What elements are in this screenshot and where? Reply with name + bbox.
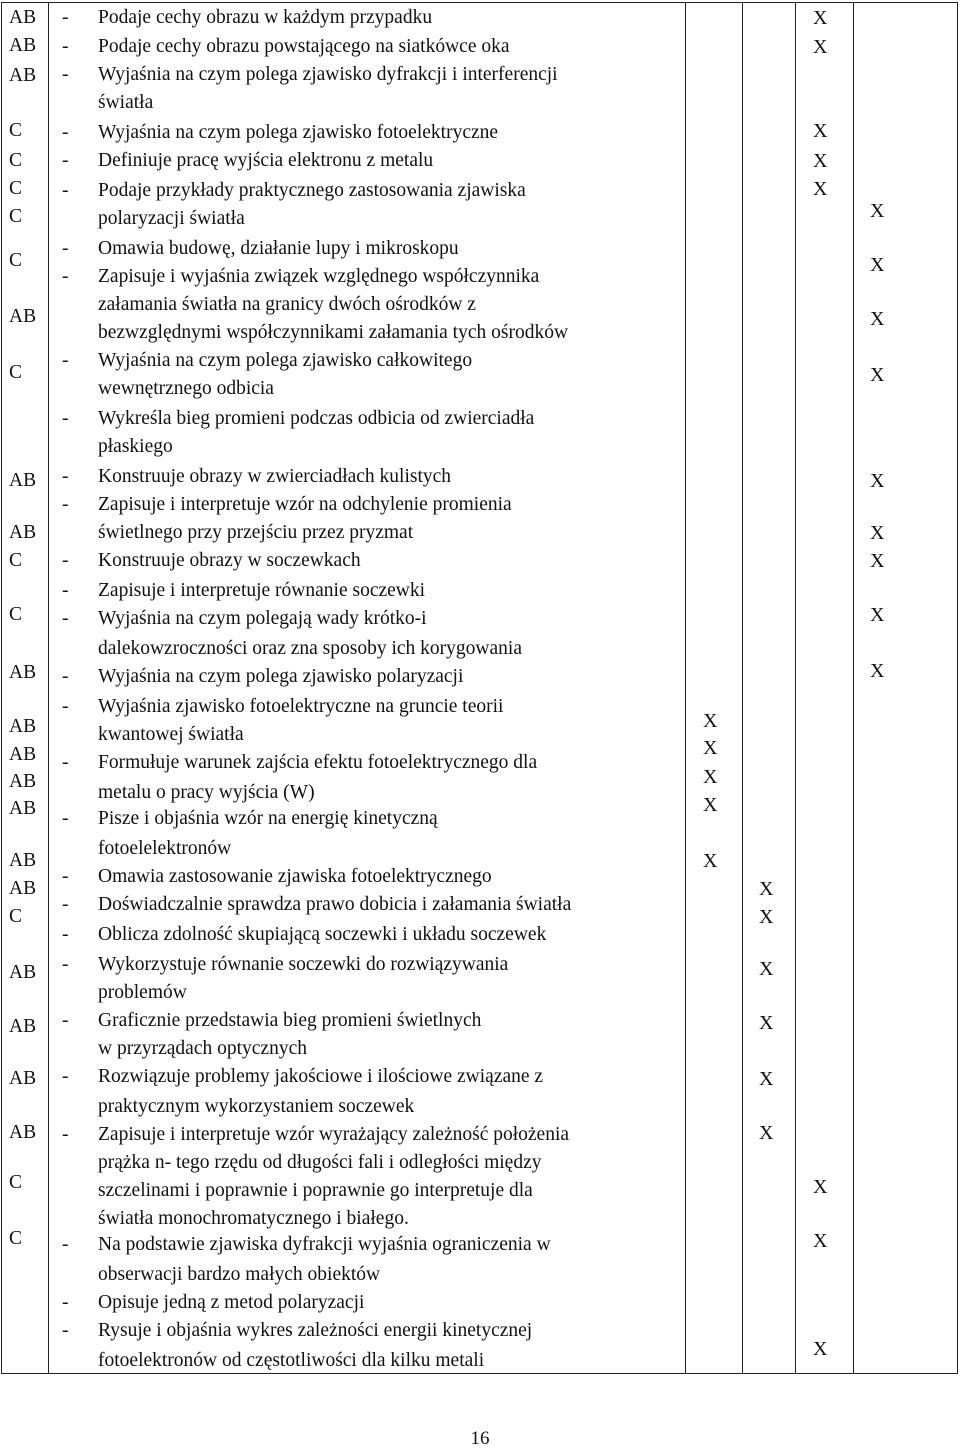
level-label: AB xyxy=(9,306,37,327)
mark-x: X xyxy=(759,1012,774,1034)
level-label: AB xyxy=(9,1068,37,1089)
level-label: AB xyxy=(9,7,37,28)
requirement-line: prążka n- tego rzędu od długości fali i odległości między xyxy=(98,1152,542,1173)
bullet-dash: - xyxy=(62,580,69,601)
level-label: AB xyxy=(9,850,37,871)
mark-x: X xyxy=(870,604,885,626)
mark-x: X xyxy=(759,878,774,900)
level-label: AB xyxy=(9,35,37,56)
requirement-line: Omawia zastosowanie zjawiska fotoelektrycznego xyxy=(98,866,492,887)
level-label: AB xyxy=(9,1016,37,1037)
requirement-line: Wykorzystuje równanie soczewki do rozwiązywania xyxy=(98,954,509,975)
requirement-line: Wyjaśnia na czym polega zjawisko dyfrakcji i interferencji xyxy=(98,64,558,85)
requirement-line: Konstruuje obrazy w zwierciadłach kulistych xyxy=(98,466,452,487)
requirement-line: Wyjaśnia na czym polega zjawisko fotoelektryczne xyxy=(98,122,499,143)
requirement-line: Podaje przykłady praktycznego zastosowania zjawiska xyxy=(98,180,526,201)
level-label: C xyxy=(9,550,23,571)
bullet-dash: - xyxy=(62,1010,69,1031)
bullet-dash: - xyxy=(62,1234,69,1255)
level-label: C xyxy=(9,604,23,625)
level-label: AB xyxy=(9,522,37,543)
bullet-dash: - xyxy=(62,494,69,515)
requirement-line: Formułuje warunek zajścia efektu fotoelektrycznego dla xyxy=(98,752,538,773)
level-label: AB xyxy=(9,470,37,491)
bullet-dash: - xyxy=(62,894,69,915)
requirement-line: praktycznym wykorzystaniem soczewek xyxy=(98,1096,415,1117)
mark-x: X xyxy=(703,850,718,872)
requirement-line: Rysuje i objaśnia wykres zależności energii kinetycznej xyxy=(98,1320,533,1341)
requirement-line: fotoelektronów od częstotliwości dla kilku metali xyxy=(98,1350,485,1371)
requirement-line: Podaje cechy obrazu powstającego na siatkówce oka xyxy=(98,36,510,57)
bullet-dash: - xyxy=(62,808,69,829)
bullet-dash: - xyxy=(62,666,69,687)
mark-x: X xyxy=(870,522,885,544)
level-label: C xyxy=(9,150,23,171)
bullet-dash: - xyxy=(62,7,69,28)
requirement-line: polaryzacji światła xyxy=(98,208,245,229)
mark-x: X xyxy=(870,470,885,492)
bullet-dash: - xyxy=(62,752,69,773)
requirement-line: Na podstawie zjawiska dyfrakcji wyjaśnia ograniczenia w xyxy=(98,1234,551,1255)
requirement-line: Zapisuje i interpretuje wzór na odchylenie promienia xyxy=(98,494,512,515)
mark-x: X xyxy=(759,1122,774,1144)
requirement-line: Podaje cechy obrazu w każdym przypadku xyxy=(98,7,433,28)
level-label: AB xyxy=(9,662,37,683)
mark-x: X xyxy=(703,766,718,788)
level-label: C xyxy=(9,1172,23,1193)
requirement-line: Omawia budowę, działanie lupy i mikroskopu xyxy=(98,238,459,259)
requirement-line: bezwzględnymi współczynnikami załamania tych ośrodków xyxy=(98,322,569,343)
mark-x: X xyxy=(813,178,828,200)
requirement-line: załamania światła na granicy dwóch ośrodków z xyxy=(98,294,476,315)
requirement-line: kwantowej światła xyxy=(98,724,244,745)
requirement-line: Doświadczalnie sprawdza prawo dobicia i załamania światła xyxy=(98,894,572,915)
mark-x: X xyxy=(813,1338,828,1360)
mark-x: X xyxy=(813,1176,828,1198)
requirement-line: Opisuje jedną z metod polaryzacji xyxy=(98,1292,365,1313)
requirement-line: Wyjaśnia na czym polega zjawisko polaryzacji xyxy=(98,666,464,687)
column-divider xyxy=(48,3,49,1373)
mark-x: X xyxy=(870,200,885,222)
level-label: AB xyxy=(9,962,37,983)
level-label: C xyxy=(9,120,23,141)
bullet-dash: - xyxy=(62,350,69,371)
requirement-line: Oblicza zdolność skupiającą soczewki i układu soczewek xyxy=(98,924,547,945)
mark-x: X xyxy=(870,308,885,330)
level-label: C xyxy=(9,906,23,927)
level-label: C xyxy=(9,362,23,383)
bullet-dash: - xyxy=(62,550,69,571)
requirement-line: Konstruuje obrazy w soczewkach xyxy=(98,550,361,571)
bullet-dash: - xyxy=(62,466,69,487)
level-label: AB xyxy=(9,1122,37,1143)
mark-x: X xyxy=(813,36,828,58)
requirement-line: szczelinami i poprawnie i poprawnie go interpretuje dla xyxy=(98,1180,533,1201)
requirement-line: Wyjaśnia na czym polegają wady krótko-i xyxy=(98,608,427,629)
bullet-dash: - xyxy=(62,180,69,201)
mark-x: X xyxy=(759,958,774,980)
requirement-line: świetlnego przy przejściu przez pryzmat xyxy=(98,522,414,543)
mark-x: X xyxy=(813,7,828,29)
requirement-line: Zapisuje i interpretuje równanie soczewki xyxy=(98,580,426,601)
column-divider xyxy=(795,3,796,1373)
requirement-line: Zapisuje i interpretuje wzór wyrażający zależność położenia xyxy=(98,1124,570,1145)
level-label: AB xyxy=(9,771,37,792)
requirement-line: światła monochromatycznego i białego. xyxy=(98,1208,409,1229)
mark-x: X xyxy=(703,794,718,816)
column-divider xyxy=(853,3,854,1373)
requirement-line: wewnętrznego odbicia xyxy=(98,378,274,399)
requirement-line: Rozwiązuje problemy jakościowe i ilościowe związane z xyxy=(98,1066,544,1087)
requirement-line: w przyrządach optycznych xyxy=(98,1038,307,1059)
bullet-dash: - xyxy=(62,238,69,259)
level-label: C xyxy=(9,250,23,271)
requirement-line: fotoelelektronów xyxy=(98,838,232,859)
mark-x: X xyxy=(870,550,885,572)
page-number: 16 xyxy=(470,1428,490,1449)
mark-x: X xyxy=(870,254,885,276)
requirement-line: Wyjaśnia na czym polega zjawisko całkowitego xyxy=(98,350,473,371)
bullet-dash: - xyxy=(62,608,69,629)
requirement-line: Zapisuje i wyjaśnia związek względnego współczynnika xyxy=(98,266,540,287)
requirement-line: światła xyxy=(98,92,154,113)
level-label: AB xyxy=(9,65,37,86)
level-label: AB xyxy=(9,716,37,737)
requirement-line: Wykreśla bieg promieni podczas odbicia od zwierciadła xyxy=(98,408,535,429)
requirement-line: dalekowzroczności oraz zna sposoby ich korygowania xyxy=(98,638,522,659)
level-label: C xyxy=(9,1228,23,1249)
bullet-dash: - xyxy=(62,1320,69,1341)
column-divider xyxy=(742,3,743,1373)
requirement-line: metalu o pracy wyjścia (W) xyxy=(98,782,315,803)
level-label: AB xyxy=(9,878,37,899)
bullet-dash: - xyxy=(62,1124,69,1145)
level-label: AB xyxy=(9,798,37,819)
mark-x: X xyxy=(703,737,718,759)
mark-x: X xyxy=(703,710,718,732)
requirement-line: problemów xyxy=(98,982,187,1003)
requirement-line: Definiuje pracę wyjścia elektronu z metalu xyxy=(98,150,434,171)
bullet-dash: - xyxy=(62,150,69,171)
level-label: AB xyxy=(9,744,37,765)
bullet-dash: - xyxy=(62,266,69,287)
requirement-line: Pisze i objaśnia wzór na energię kinetyczną xyxy=(98,808,438,829)
level-label: C xyxy=(9,206,23,227)
bullet-dash: - xyxy=(62,64,69,85)
mark-x: X xyxy=(813,1230,828,1252)
requirement-line: Wyjaśnia zjawisko fotoelektryczne na gruncie teorii xyxy=(98,696,504,717)
bullet-dash: - xyxy=(62,36,69,57)
mark-x: X xyxy=(870,364,885,386)
mark-x: X xyxy=(813,150,828,172)
mark-x: X xyxy=(759,906,774,928)
bullet-dash: - xyxy=(62,924,69,945)
requirement-line: Graficznie przedstawia bieg promieni świetlnych xyxy=(98,1010,482,1031)
mark-x: X xyxy=(759,1068,774,1090)
bullet-dash: - xyxy=(62,866,69,887)
bullet-dash: - xyxy=(62,954,69,975)
level-label: C xyxy=(9,178,23,199)
bullet-dash: - xyxy=(62,1292,69,1313)
requirement-line: płaskiego xyxy=(98,436,173,457)
bullet-dash: - xyxy=(62,1066,69,1087)
bullet-dash: - xyxy=(62,122,69,143)
bullet-dash: - xyxy=(62,696,69,717)
column-divider xyxy=(685,3,686,1373)
requirement-line: obserwacji bardzo małych obiektów xyxy=(98,1264,381,1285)
mark-x: X xyxy=(813,120,828,142)
bullet-dash: - xyxy=(62,408,69,429)
mark-x: X xyxy=(870,660,885,682)
